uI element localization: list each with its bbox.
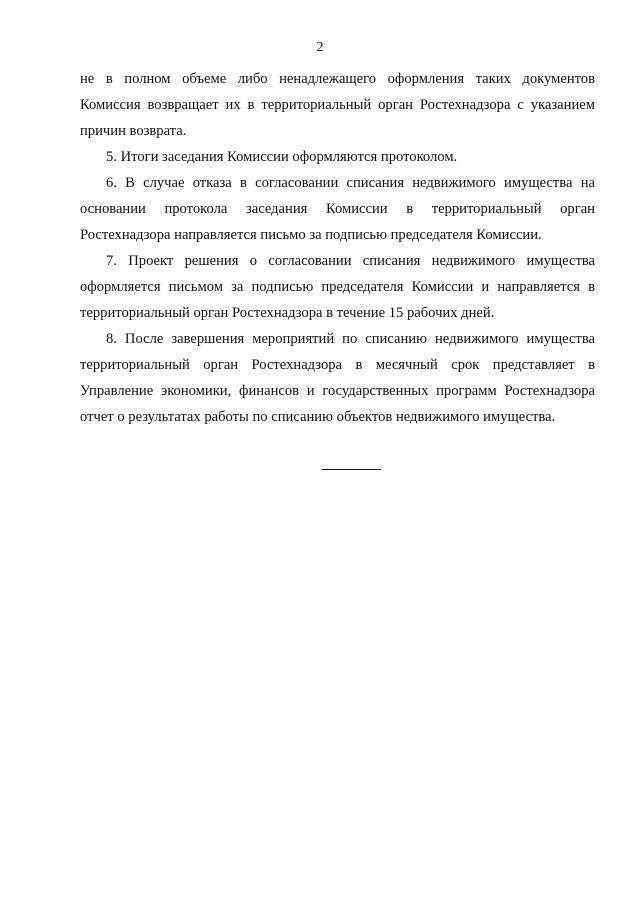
paragraph-continuation: не в полном объеме либо ненадлежащего оформления таких документов Комиссия возвращает их в территориальный орган Ростехнадзора с указанием причин возврата.: [80, 71, 595, 139]
page-number: 2: [316, 40, 324, 55]
paragraph-item-6: 6. В случае отказа в согласовании списания недвижимого имущества на основании протокола заседания Комиссии в территориальный орган Ростехнадзора направляется письмо за подписью председателя Комиссии.: [80, 175, 595, 243]
paragraph-item-7: 7. Проект решения о согласовании списания недвижимого имущества оформляется письмом за подписью председателя Комиссии и направляется в территориальный орган Ростехнадзора в течение 15 рабочих дней.: [80, 253, 595, 321]
paragraph-item-5: 5. Итоги заседания Комиссии оформляются протоколом.: [106, 149, 458, 165]
paragraph-item-8: 8. После завершения мероприятий по списанию недвижимого имущества территориальный орган Ростехнадзора в месячный срок представляет в Управление экономики, финансов и государственных программ Ростехнадзора отчет о результатах работы по списанию объектов недвижимого имущества.: [80, 331, 595, 425]
end-separator-line: [322, 469, 381, 470]
document-body: [80, 66, 595, 430]
